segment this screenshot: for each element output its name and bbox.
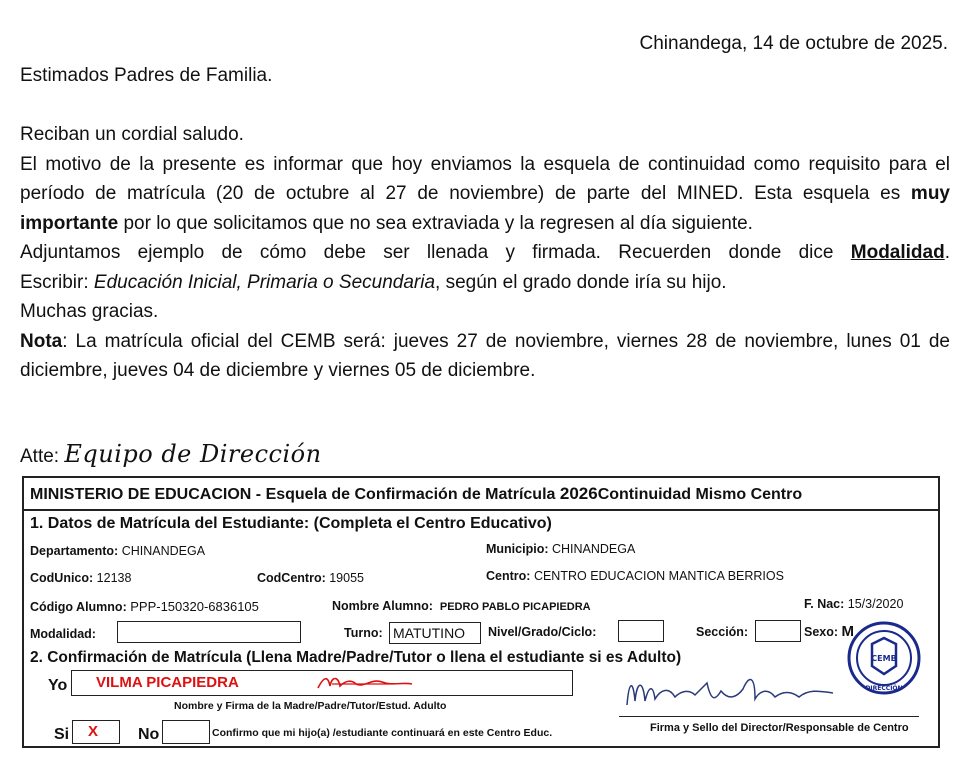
form-year: 2026: [559, 484, 598, 503]
seal-text: DIRECCIÓN: [865, 685, 903, 692]
codunico-field: CodUnico: 12138: [30, 571, 132, 585]
section-2-title: 2. Confirmación de Matrícula (Llena Madre/Padre/Tutor o llena el estudiante si es Adulto): [30, 649, 682, 666]
letter-body: [20, 61, 950, 386]
closing: Atte: Equipo de Dirección: [20, 440, 322, 468]
modalidad-emphasis: Modalidad: [850, 242, 945, 263]
team-signature: Equipo de Dirección: [64, 440, 322, 468]
yo-name: VILMA PICAPIEDRA: [96, 674, 239, 691]
confirm-text: Confirmo que mi hijo(a) /estudiante continuará en este Centro Educ.: [212, 727, 553, 739]
parent-signature: [312, 672, 422, 694]
modalidad-input[interactable]: [117, 621, 301, 643]
codigo-alumno-field: Código Alumno: PPP-150320-6836105: [30, 599, 259, 614]
si-checkbox[interactable]: X: [72, 720, 120, 744]
yo-input[interactable]: [71, 670, 573, 696]
nivel-label: Nivel/Grado/Ciclo:: [488, 625, 597, 639]
centro-field: Centro: CENTRO EDUCACION MANTICA BERRIOS: [486, 569, 784, 583]
si-label: Si: [54, 726, 70, 743]
salutation: Reciban un cordial saludo.: [20, 124, 244, 145]
no-checkbox[interactable]: [162, 720, 210, 744]
fnac-field: F. Nac: 15/3/2020: [804, 597, 904, 611]
turno-input[interactable]: MATUTINO: [389, 622, 481, 644]
paragraph-instructions: Adjuntamos ejemplo de cómo debe ser llenada y firmada. Recuerden donde dice Modalidad.: [20, 242, 950, 263]
seccion-input[interactable]: [755, 620, 801, 642]
letter-date: Chinandega, 14 de octubre de 2025.: [639, 33, 948, 54]
yo-caption: Nombre y Firma de la Madre/Padre/Tutor/Estud. Adulto: [174, 700, 447, 712]
seccion-label: Sección:: [696, 625, 749, 639]
section-1-title: 1. Datos de Matrícula del Estudiante: (Completa el Centro Educativo): [30, 515, 552, 532]
yo-label: Yo: [48, 677, 68, 694]
enrollment-form: [22, 476, 940, 748]
municipio-field: Municipio: CHINANDEGA: [486, 542, 636, 556]
form-title: MINISTERIO DE EDUCACION - Esquela de Confirmación de Matrícula 2026Continuidad Mismo Centro: [24, 478, 938, 511]
codcentro-field: CodCentro: 19055: [257, 571, 364, 585]
turno-label: Turno:: [344, 626, 383, 640]
note: Nota: La matrícula oficial del CEMB será: jueves 27 de noviembre, viernes 28 de noviembre, lunes 01 de diciembre, jueves 04 de diciembre y viernes 05 de diciembre.: [20, 330, 950, 381]
no-label: No: [138, 726, 160, 743]
nombre-alumno-field: Nombre Alumno: PEDRO PABLO PICAPIEDRA: [332, 599, 591, 613]
greeting: Estimados Padres de Familia.: [20, 65, 273, 86]
paragraph-modalidad: Escribir: Educación Inicial, Primaria o Secundaria, según el grado donde iría su hijo.: [20, 271, 727, 293]
director-signature: [619, 671, 859, 713]
seal-letters: CEMB: [871, 654, 897, 663]
director-caption: Firma y Sello del Director/Responsable de Centro: [650, 722, 909, 734]
sexo-field: Sexo: M: [804, 623, 855, 640]
school-seal-icon: [846, 620, 922, 696]
paragraph-purpose: El motivo de la presente es informar que hoy enviamos la esquela de continuidad como requisito para el período de matrícula (20 de octubre al 27 de noviembre) de parte del MINED. Esta esquela es muy importante por lo que solicitamos que no sea extraviada y la regresen al día siguiente.: [20, 153, 950, 234]
director-signature-line: [619, 716, 919, 717]
departamento-field: Departamento: CHINANDEGA: [30, 544, 206, 558]
modalidad-label: Modalidad:: [30, 627, 96, 641]
thanks: Muchas gracias.: [20, 301, 159, 322]
nivel-input[interactable]: [618, 620, 664, 642]
